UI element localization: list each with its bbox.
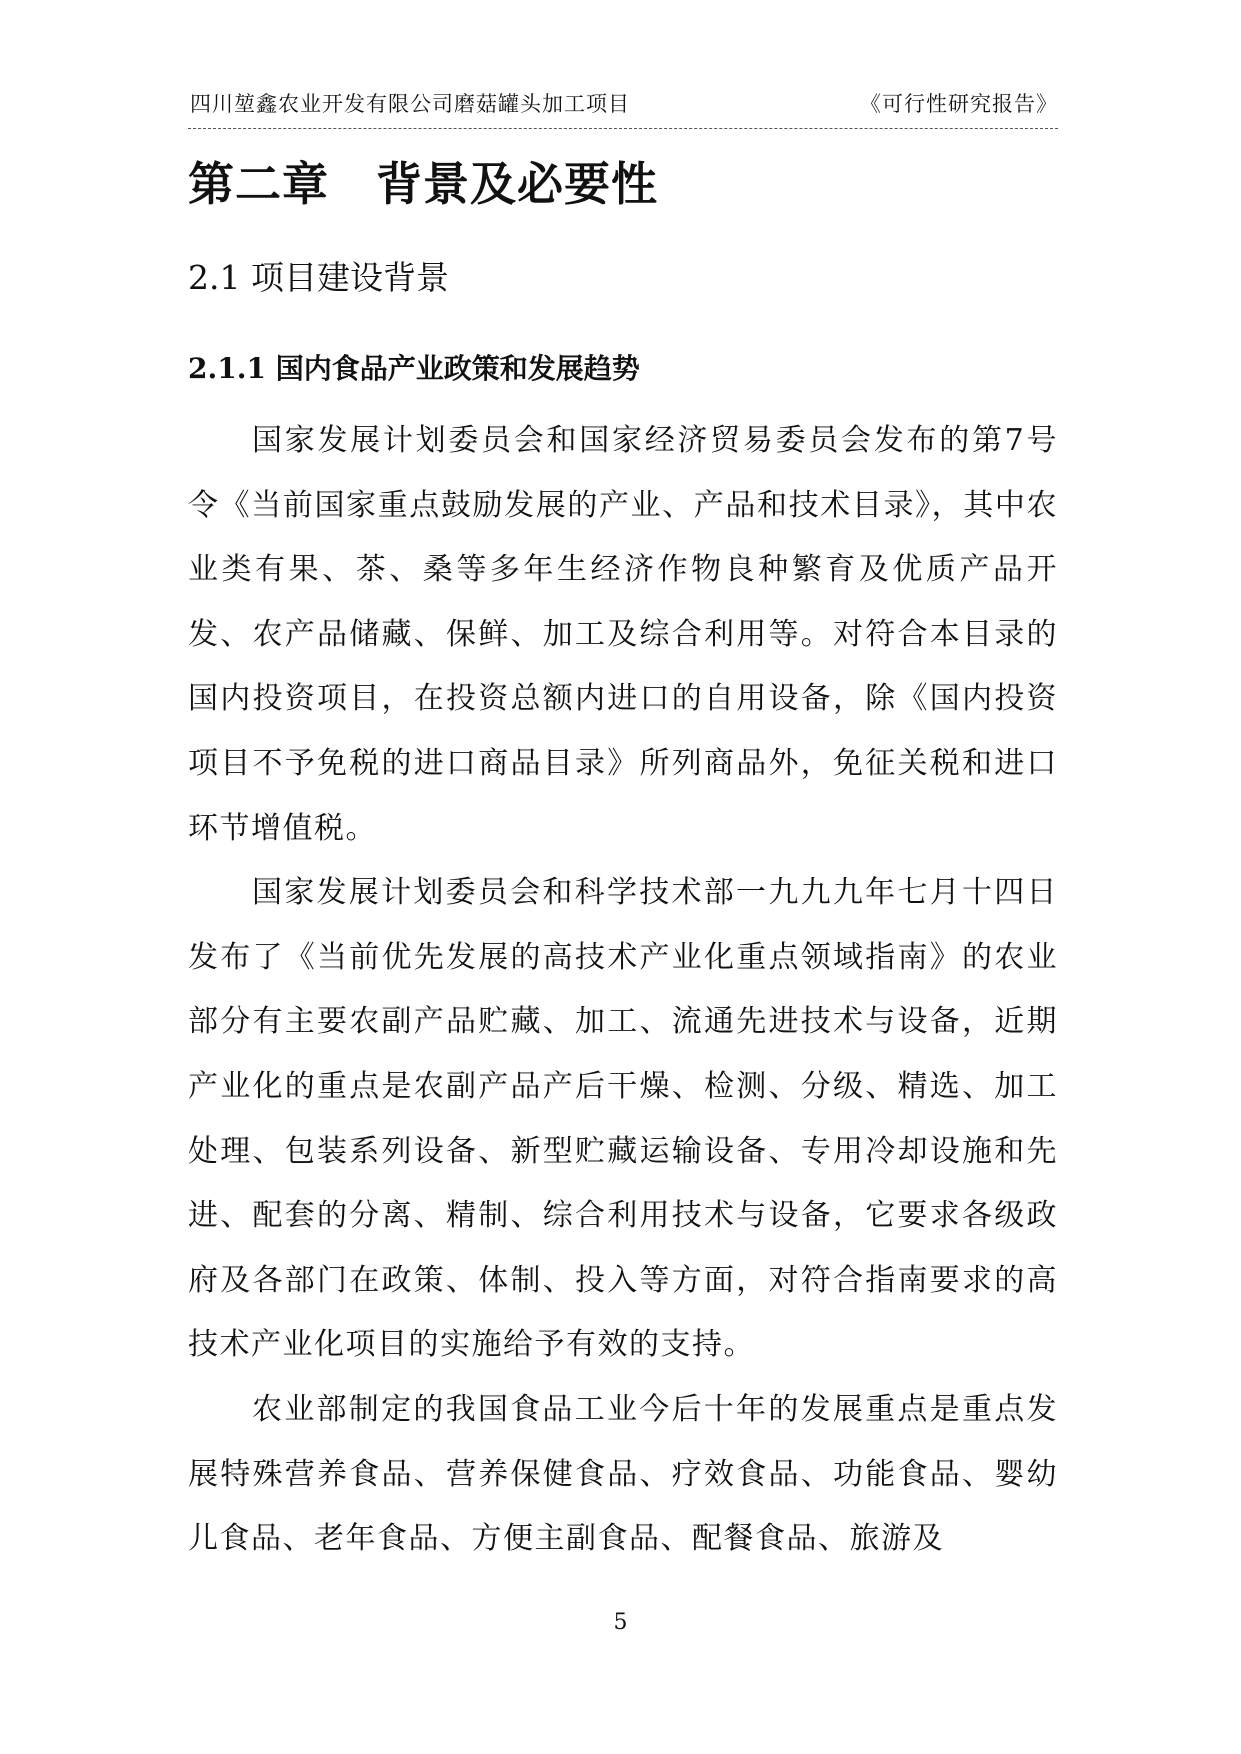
section-title: 2.1 项目建设背景 [188,258,449,297]
running-header [190,88,1058,118]
chapter-title: 第二章 背景及必要性 [188,157,658,211]
subsection-title: 2.1.1 国内食品产业政策和发展趋势 [188,352,640,385]
page-number: 5 [613,1610,628,1635]
header-divider [188,128,1058,129]
paragraph-3: 农业部制定的我国食品工业今后十年的发展重点是重点发展特殊营养食品、营养保健食品、疗效食品、功能食品、婴幼儿食品、老年食品、方便主副食品、配餐食品、旅游及 [188,1391,1058,1557]
paragraph-1: 国家发展计划委员会和国家经济贸易委员会发布的第7号令《当前国家重点鼓励发展的产业、产品和技术目录》，其中农业类有果、茶、桑等多年生经济作物良种繁育及优质产品开发、农产品储藏、保鲜、加工及综合利用等。对符合本目录的国内投资项目，在投资总额内进口的自用设备，除《国内投资项目不予免税的进口商品目录》所列商品外，免征关税和进口环节增值税。 [188,423,1058,846]
body-text [188,409,1058,1572]
paragraph-2: 国家发展计划委员会和科学技术部一九九九年七月十四日发布了《当前优先发展的高技术产业化重点领域指南》的农业部分有主要农副产品贮藏、加工、流通先进技术与设备，近期产业化的重点是农副产品产后干燥、检测、分级、精选、加工处理、包装系列设备、新型贮藏运输设备、专用冷却设施和先进、配套的分离、精制、综合利用技术与设备，它要求各级政府及各部门在政策、体制、投入等方面，对符合指南要求的高技术产业化项目的实施给予有效的支持。 [188,875,1058,1363]
header-report-title: 《可行性研究报告》 [860,92,1058,116]
header-project-name: 四川堃鑫农业开发有限公司磨菇罐头加工项目 [190,92,630,116]
